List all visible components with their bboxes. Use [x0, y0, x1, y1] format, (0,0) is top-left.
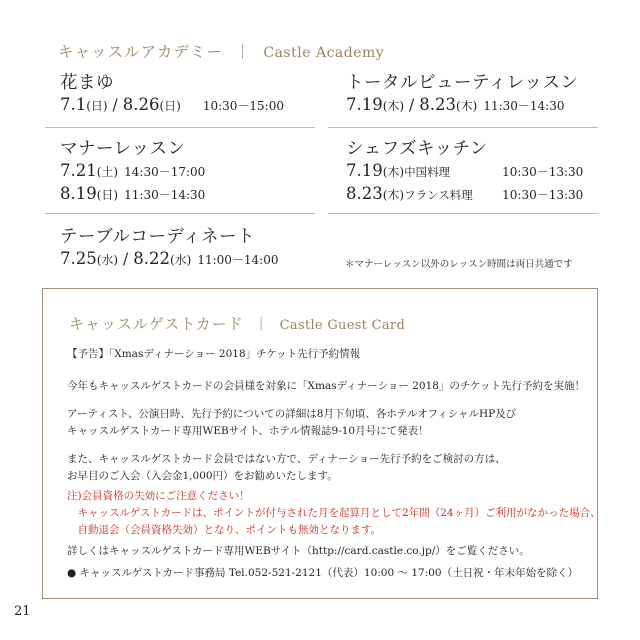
lesson-beauty [346, 72, 578, 117]
lesson-title: テーブルコーディネート [60, 227, 256, 247]
guest-card-title-en: Castle Guest Card [279, 318, 406, 333]
weekday: (水) [169, 253, 192, 267]
date: 8.23 [346, 184, 383, 203]
lesson-schedule [346, 183, 583, 206]
cuisine: 中国料理 [404, 165, 451, 179]
lesson-hanamayu [60, 72, 284, 117]
divider [328, 213, 598, 214]
lesson-title: マナーレッスン [60, 139, 186, 159]
notice-paragraph: お早目のご入会（入会金1,000円）をお勧めいたします。 [67, 470, 338, 482]
date: 7.1 [60, 95, 87, 114]
notice-paragraph: キャッスルゲストカード専用WEBサイト、ホテル情報誌9-10月号にて発表！ [67, 425, 429, 437]
time: 10:30－15:00 [202, 99, 284, 113]
lesson-note: ＊マナーレッスン以外のレッスン時間は両日共通です [345, 259, 573, 270]
academy-separator: ｜ [234, 43, 252, 61]
date: 7.21 [60, 161, 97, 180]
lesson-title: 花まゆ [60, 73, 114, 93]
weekday: (木) [382, 188, 405, 202]
weekday: (日) [159, 99, 181, 113]
lesson-manner [60, 138, 205, 206]
date: 8.19 [60, 184, 97, 203]
lesson-chef [346, 138, 583, 206]
guest-card-box [42, 288, 601, 599]
date: 8.26 [122, 95, 160, 114]
academy-title-en: Castle Academy [263, 45, 385, 61]
lesson-schedule [346, 160, 583, 183]
lesson-schedule [346, 94, 578, 117]
weekday: (日) [96, 188, 119, 202]
warning-heading: 注)会員資格の失効にご注意ください！ [67, 490, 250, 502]
lesson-table [60, 226, 279, 271]
weekday: (水) [96, 253, 119, 267]
time: 10:30－13:30 [502, 165, 584, 179]
weekday: (土) [96, 165, 119, 179]
lesson-title: トータルビューティレッスン [346, 73, 579, 93]
time: 11:30－14:30 [124, 188, 206, 202]
lesson-schedule [60, 248, 279, 271]
date: 8.23 [419, 95, 456, 114]
weekday: (日) [86, 99, 108, 113]
time: 11:00－14:00 [197, 253, 279, 267]
date: 7.19 [346, 95, 383, 114]
lesson-schedule [60, 160, 205, 183]
weekday: (木) [455, 99, 478, 113]
lesson-title: シェフズキッチン [346, 139, 488, 159]
divider [45, 127, 315, 128]
cuisine: フランス料理 [404, 188, 473, 202]
contact-info: ● キャッスルゲストカード事務局 Tel.052-521-2121（代表）10:00 ～ 17:00（土日祝・年末年始を除く） [67, 567, 579, 579]
slash: / [107, 96, 123, 114]
time: 10:30－13:30 [502, 188, 584, 202]
slash: / [404, 96, 420, 114]
divider [328, 127, 598, 128]
weekday: (木) [382, 99, 405, 113]
academy-heading [58, 40, 384, 62]
warning-text: キャッスルゲストカードは、ポイントが付与された月を起算月として2年間（24ヶ月）ご利用がなかった場合、 [67, 507, 601, 519]
guest-card-title-ja: キャッスルゲストカード [69, 315, 244, 333]
website-info: 詳しくはキャッスルゲストカード専用WEBサイト（http://card.castle.co.jp/）をご覧ください。 [67, 545, 530, 557]
guest-card-separator: ｜ [253, 315, 270, 333]
lesson-schedule [60, 94, 284, 117]
notice-paragraph: アーティスト、公演日時、先行予約についての詳細は8月下旬頃、各ホテルオフィシャルHP及び [67, 408, 517, 420]
time: 11:30－14:30 [483, 99, 565, 113]
page-number: 21 [14, 604, 31, 619]
divider [45, 213, 315, 214]
notice-paragraph: また、キャッスルゲストカード会員ではない方で、ディナーショー先行予約をご検討の方は、 [67, 453, 506, 465]
date: 7.19 [346, 161, 383, 180]
slash: / [118, 250, 134, 268]
lesson-schedule [60, 183, 205, 206]
date: 8.22 [133, 249, 170, 268]
notice-paragraph: 今年もキャッスルゲストカードの会員様を対象に「Xmasディナーショー 2018」のチケット先行予約を実施！ [67, 380, 585, 392]
notice-heading: 【予告】「Xmasディナーショー 2018」チケット先行予約情報 [67, 348, 361, 360]
guest-card-heading [69, 313, 405, 334]
weekday: (木) [382, 165, 405, 179]
date: 7.25 [60, 249, 97, 268]
warning-text: 自動退会（会員資格失効）となり、ポイントも無効となります。 [67, 524, 382, 536]
academy-title-ja: キャッスルアカデミー [58, 43, 223, 61]
time: 14:30－17:00 [124, 165, 206, 179]
